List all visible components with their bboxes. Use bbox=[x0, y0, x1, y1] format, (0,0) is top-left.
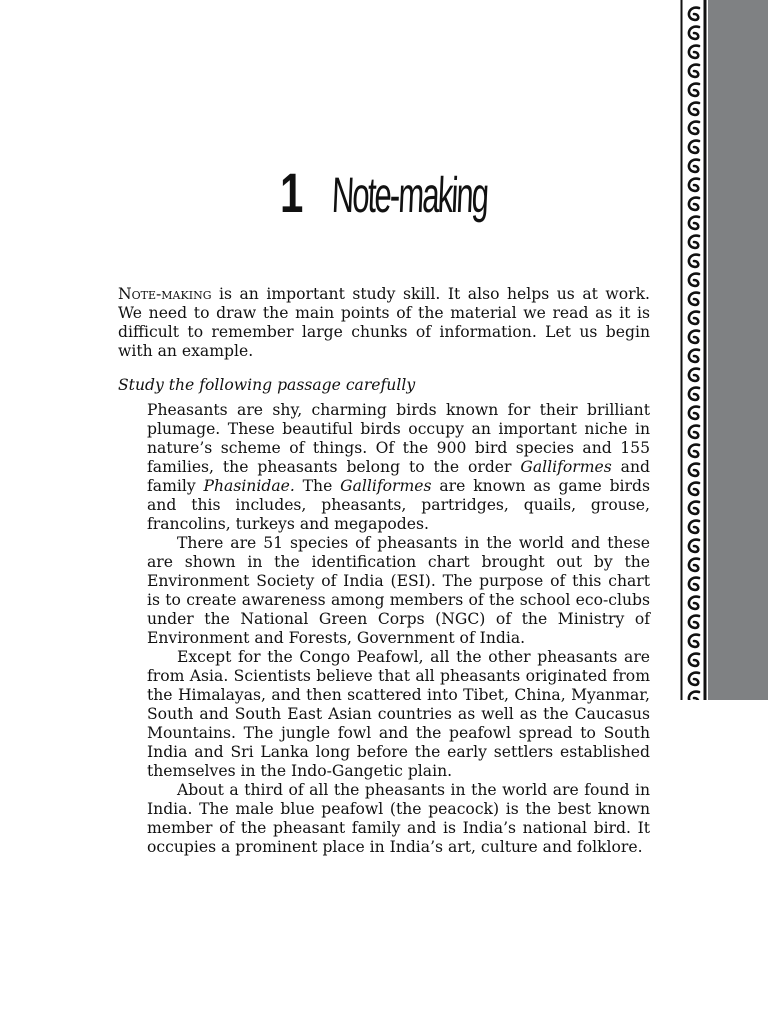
passage-paragraph-1 bbox=[147, 401, 650, 534]
intro-lead: Note-making bbox=[118, 285, 212, 303]
p1-italic-galliformes: Galliformes bbox=[520, 458, 612, 476]
p1-text-b: and family bbox=[147, 458, 650, 495]
p1-italic-phasinidae: Phasinidae. bbox=[203, 477, 295, 495]
intro-text: is an important study skill. It also helps us at work. We need to draw the main points of the material we read as it is difficult to remember large chunks of information. Let us begin with an example. bbox=[118, 285, 650, 360]
p1-text-d: are known as game birds and this includes, pheasants, partridges, quails, grouse, francolins, turkeys and megapodes. bbox=[147, 477, 650, 533]
page-content bbox=[118, 285, 650, 857]
side-decoration bbox=[680, 0, 768, 700]
passage-paragraph-2: There are 51 species of pheasants in the world and these are shown in the identification chart brought out by the Environment Society of India (ESI). The purpose of this chart is to create awareness among members of the school eco-clubs under the National Green Corps (NGC) of the Ministry of Environment and Forests, Government of India. bbox=[147, 534, 650, 647]
p1-italic-galliformes-2: Galliformes bbox=[340, 477, 432, 495]
instruction: Study the following passage carefully bbox=[118, 376, 416, 394]
passage-paragraph-3: Except for the Congo Peafowl, all the other pheasants are from Asia. Scientists believe that all pheasants originated from the Himalayas, and then scattered into Tibet, China, Myanmar, South and South East Asian countries as well as the Caucasus Mountains. The jungle fowl and the peafowl spread to South India and Sri Lanka long before the early settlers established themselves in the Indo-Gangetic plain. bbox=[147, 648, 650, 780]
p1-text-a: Pheasants are shy, charming birds known for their brilliant plumage. These beautiful birds occupy an important niche in nature’s scheme of things. Of the 900 bird species and 155 families, the pheasants belong to the order bbox=[147, 401, 650, 476]
scroll-border-icon bbox=[680, 0, 708, 700]
gray-margin-band bbox=[708, 0, 768, 700]
intro-paragraph bbox=[118, 285, 650, 361]
p1-text-c: The bbox=[294, 477, 341, 495]
chapter-title: Note-making bbox=[330, 167, 489, 223]
chapter-number: 1 bbox=[280, 161, 299, 224]
passage bbox=[147, 401, 650, 857]
passage-paragraph-4: About a third of all the pheasants in the world are found in India. The male blue peafowl (the peacock) is the best known member of the pheasant family and is India’s national bird. It occupies a prominent place in India’s art, culture and folklore. bbox=[147, 781, 650, 856]
